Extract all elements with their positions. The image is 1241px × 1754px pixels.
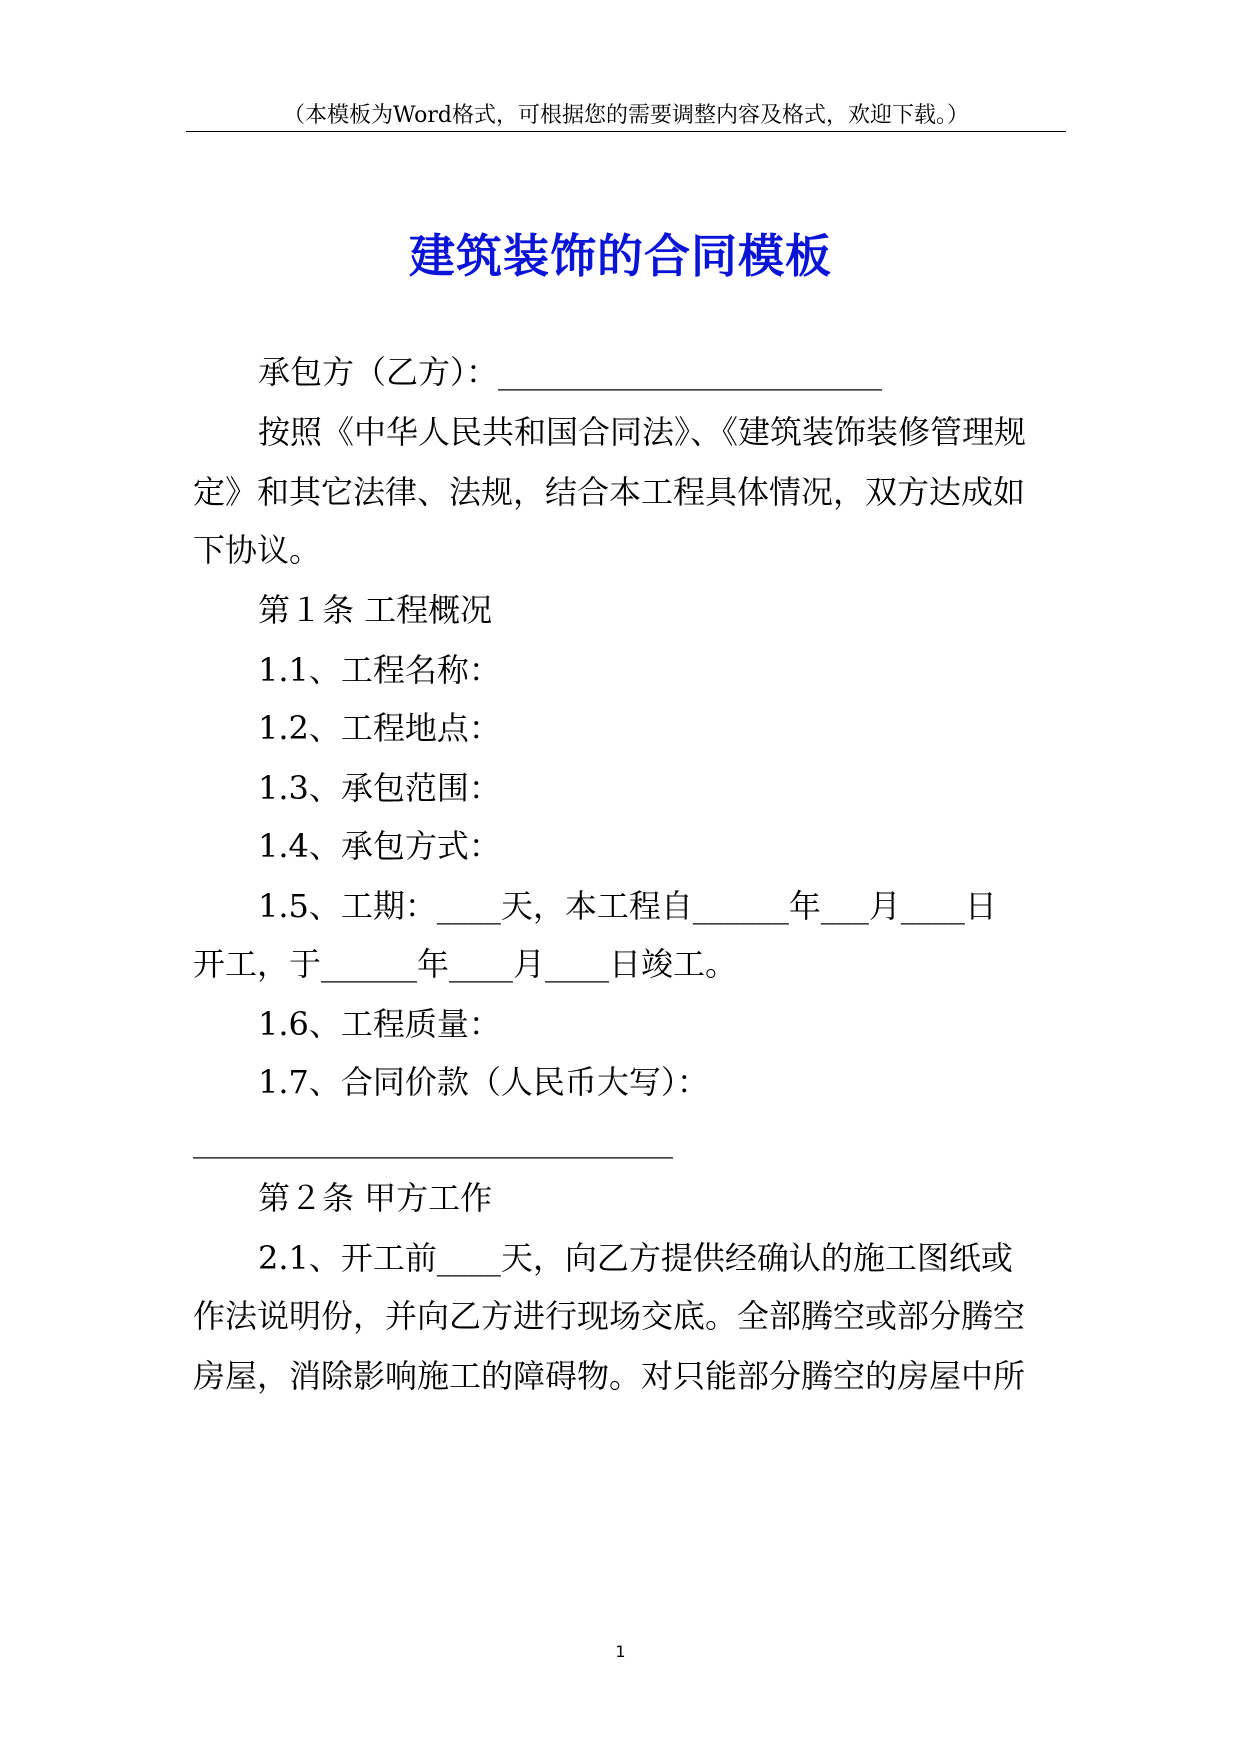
page-number: 1 [615,1642,626,1661]
section-heading: 第２条 甲方工作 [258,1179,493,1217]
clause-line: 1.7、合同价款（人民币大写）： [258,1063,709,1101]
paragraph-line: 作法说明份，并向乙方进行现场交底。全部腾空或部分腾空 [193,1297,1026,1335]
paragraph-line: 下协议。 [193,531,322,569]
document-title: 建筑装饰的合同模板 [409,229,832,283]
paragraph-line: 定》和其它法律、法规，结合本工程具体情况，双方达成如 [193,473,1026,511]
clause-line: 1.6、工程质量： [258,1005,501,1043]
section-heading: 第１条 工程概况 [258,591,493,629]
contractor-line: 承包方（乙方）：________________________ [258,353,883,391]
clause-line: 开工，于______年____月____日竣工。 [193,945,738,983]
paragraph-line: 房屋，消除影响施工的障碍物。对只能部分腾空的房屋中所 [193,1357,1026,1395]
clause-line: 1.4、承包方式： [258,827,501,865]
clause-line: 1.3、承包范围： [258,769,501,807]
blank-line: ______________________________ [193,1121,673,1159]
clause-line: 1.5、工期：____天，本工程自______年___月____日 [258,887,997,925]
clause-line: 2.1、开工前____天，向乙方提供经确认的施工图纸或 [258,1239,1013,1277]
clause-line: 1.2、工程地点： [258,709,501,747]
header-divider [186,131,1066,132]
paragraph-line: 按照《中华人民共和国合同法》、《建筑装饰装修管理规 [258,413,1027,451]
clause-line: 1.1、工程名称： [258,651,501,689]
header-note: （本模板为Word格式，可根据您的需要调整内容及格式，欢迎下载。） [283,103,969,128]
